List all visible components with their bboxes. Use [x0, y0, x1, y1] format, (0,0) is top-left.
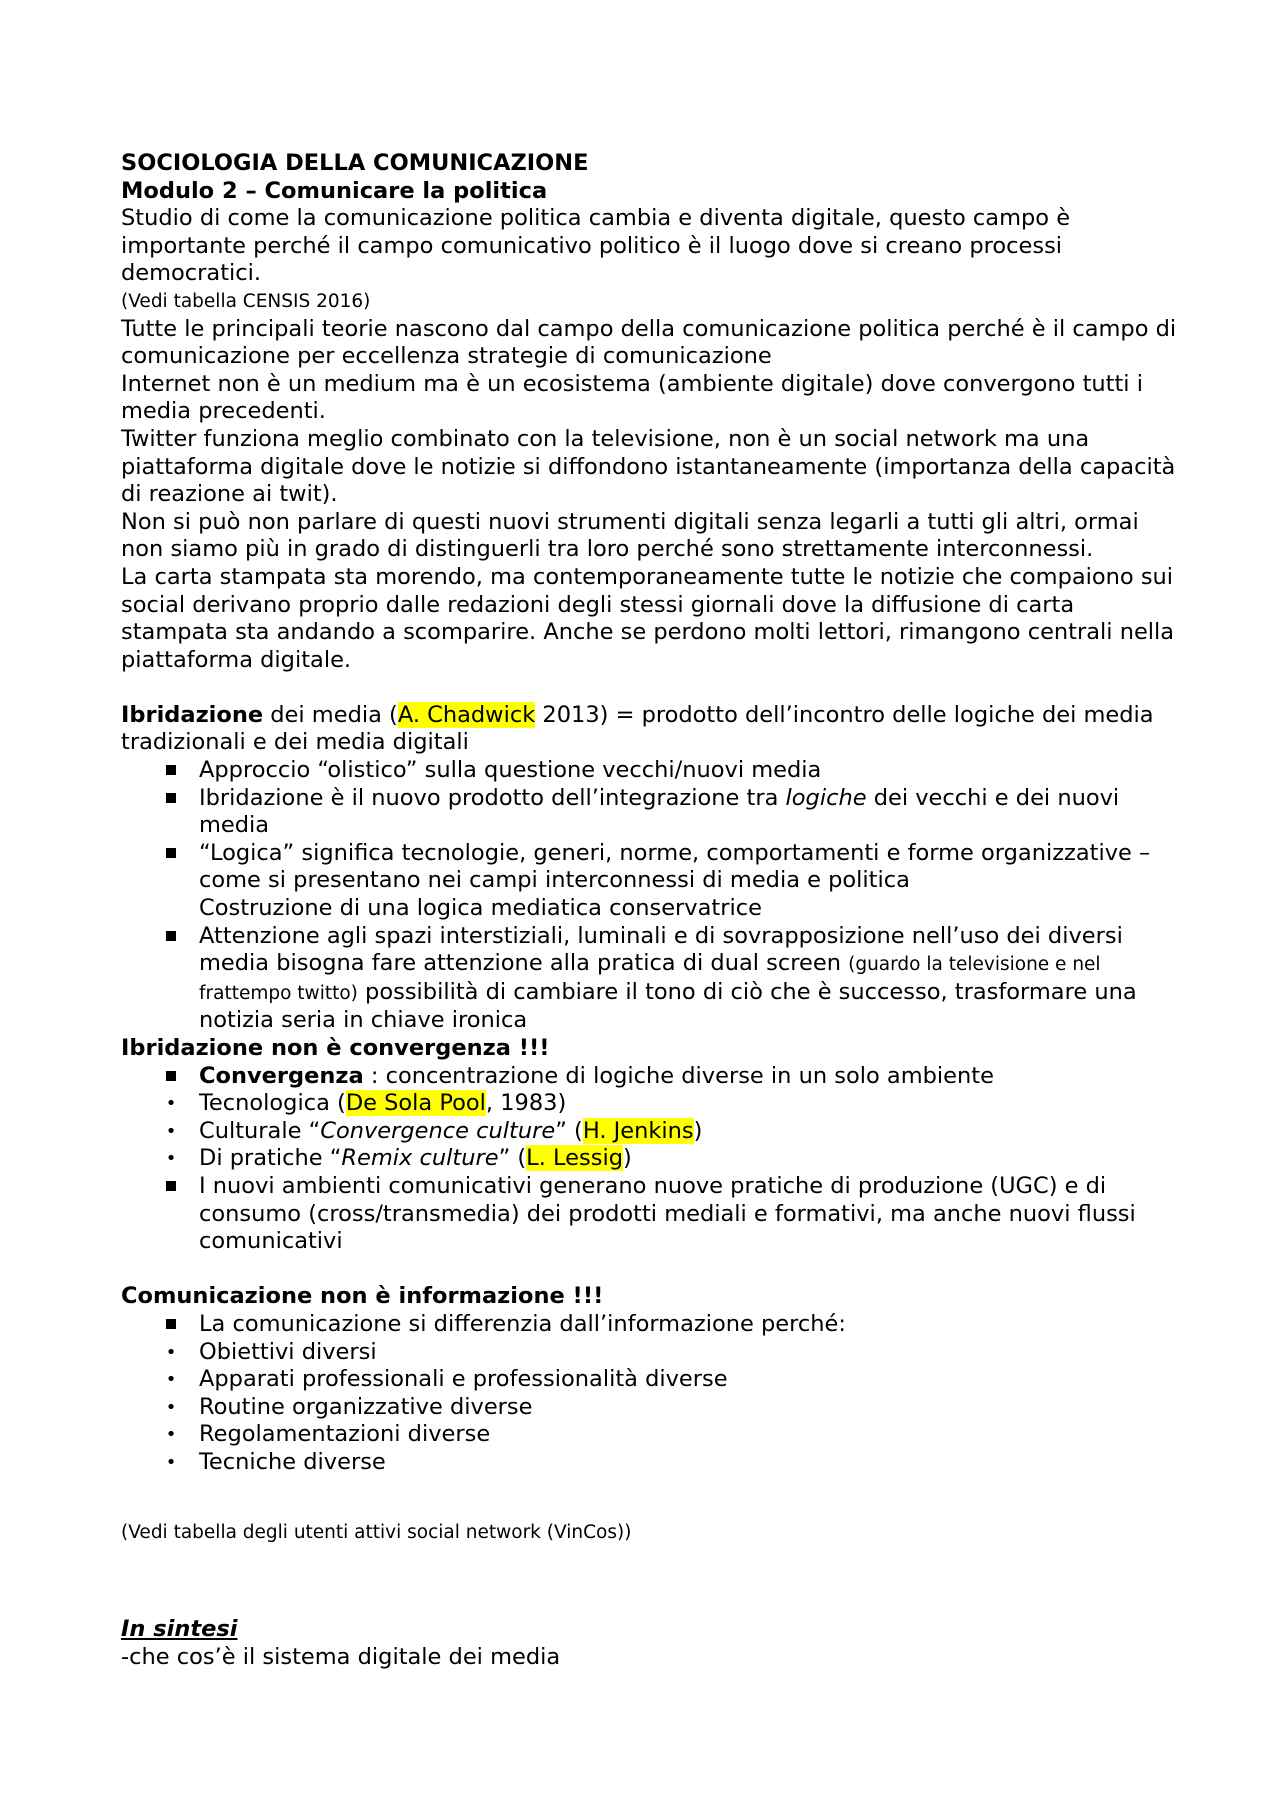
module-title: Modulo 2 – Comunicare la politica [121, 177, 548, 204]
list-item: Ibridazione è il nuovo prodotto dell’integrazione tra logiche dei vecchi e dei nuovi media [199, 785, 1180, 840]
square-bullet-icon [161, 1063, 181, 1091]
list-item: “Logica” significa tecnologie, generi, norme, comportamenti e forme organizzative – come si presentano nei campi interconnessi di media e politica Costruzione di una logica mediatica conservatrice [199, 840, 1180, 923]
square-bullet-icon [161, 757, 181, 785]
list-item: • Apparati professionali e professionalità diverse [199, 1366, 1180, 1394]
intro-paragraph: La carta stampata sta morendo, ma contemporaneamente tutte le notizie che compaiono sui social derivano proprio dalle redazioni degli stessi giornali dove la diffusione di carta stampata sta andando a scomparire. Anche se perdono molti lettori, rimangono centrali nella piattaforma digitale. [121, 563, 1175, 673]
dot-bullet-icon: • [165, 1093, 177, 1115]
convergenza-list [121, 1063, 1180, 1256]
list-item: Attenzione agli spazi interstiziali, luminali e di sovrapposizione nell’uso dei diversi media bisogna fare attenzione alla pratica di dual screen (guardo la televisione e nel frattempo twitto) possibilità di cambiare il tono di ciò che è successo, trasformare una notizia seria in chiave ironica [199, 923, 1180, 1035]
intro-paragraph: Internet non è un medium ma è un ecosistema (ambiente digitale) dove convergono tutti i media precedenti. [121, 370, 1143, 425]
author-highlight: A. Chadwick [397, 701, 536, 728]
ibridazione-term: Ibridazione [121, 701, 264, 728]
intro-paragraph: Tutte le principali teorie nascono dal campo della comunicazione politica perché è il campo di comunicazione per eccellenza strategie di comunicazione [121, 315, 1177, 370]
sintesi-heading: In sintesi [121, 1616, 238, 1643]
list-item: • Culturale “Convergence culture” (H. Jenkins) [199, 1118, 1180, 1146]
comunicazione-heading: Comunicazione non è informazione !!! [121, 1283, 604, 1310]
list-item: La comunicazione si differenzia dall’informazione perché: [199, 1311, 1180, 1339]
dot-bullet-icon: • [165, 1341, 177, 1363]
list-item: Convergenza : concentrazione di logiche diverse in un solo ambiente [199, 1063, 1180, 1091]
square-bullet-icon [161, 785, 181, 813]
dot-bullet-icon: • [165, 1424, 177, 1446]
square-bullet-icon [161, 1173, 181, 1201]
intro-paragraph: Twitter funziona meglio combinato con la televisione, non è un social network ma una piattaforma digitale dove le notizie si diffondono istantaneamente (importanza della capacità di reazione ai twit). [121, 425, 1176, 508]
convergenza-heading: Ibridazione non è convergenza !!! [121, 1035, 550, 1061]
dot-bullet-icon: • [165, 1120, 177, 1142]
list-item: • Obiettivi diversi [199, 1339, 1180, 1367]
ibridazione-definition: Ibridazione dei media (A. Chadwick 2013) = prodotto dell’incontro delle logiche dei media tradizionali e dei media digitali [121, 701, 1154, 756]
comunicazione-list [121, 1311, 1180, 1477]
list-item: I nuovi ambienti comunicativi generano nuove pratiche di produzione (UGC) e di consumo (cross/transmedia) dei prodotti mediali e formativi, ma anche nuovi flussi comunicativi [199, 1173, 1180, 1256]
square-bullet-icon [161, 923, 181, 951]
author-highlight: H. Jenkins [582, 1117, 694, 1144]
list-item: • Regolamentazioni diverse [199, 1421, 1180, 1449]
censis-note: (Vedi tabella CENSIS 2016) [121, 290, 371, 312]
list-item: • Tecnologica (De Sola Pool, 1983) [199, 1090, 1180, 1118]
author-highlight: De Sola Pool [345, 1090, 486, 1117]
dot-bullet-icon: • [165, 1451, 177, 1473]
square-bullet-icon [161, 840, 181, 868]
intro-paragraph: Non si può non parlare di questi nuovi strumenti digitali senza legarli a tutti gli altri, ormai non siamo più in grado di distinguerli tra loro perché sono strettamente interconnessi. [121, 508, 1139, 563]
sintesi-line: -che cos’è il sistema digitale dei media [121, 1643, 561, 1670]
dot-bullet-icon: • [165, 1396, 177, 1418]
list-item: • Routine organizzative diverse [199, 1394, 1180, 1422]
list-item: • Di pratiche “Remix culture” (L. Lessig) [199, 1145, 1180, 1173]
square-bullet-icon [161, 1311, 181, 1339]
dot-bullet-icon: • [165, 1369, 177, 1391]
list-item: Approccio “olistico” sulla questione vecchi/nuovi media [199, 757, 1180, 785]
author-highlight: L. Lessig [526, 1145, 623, 1172]
list-item: • Tecniche diverse [199, 1449, 1180, 1477]
dot-bullet-icon: • [165, 1148, 177, 1170]
ibridazione-list [121, 757, 1180, 1035]
document-title: SOCIOLOGIA DELLA COMUNICAZIONE [121, 150, 589, 176]
vincos-note: (Vedi tabella degli utenti attivi social network (VinCos)) [121, 1521, 632, 1543]
intro-paragraph: Studio di come la comunicazione politica cambia e diventa digitale, questo campo è importante perché il campo comunicativo politico è il luogo dove si creano processi democratici. [121, 205, 1071, 287]
